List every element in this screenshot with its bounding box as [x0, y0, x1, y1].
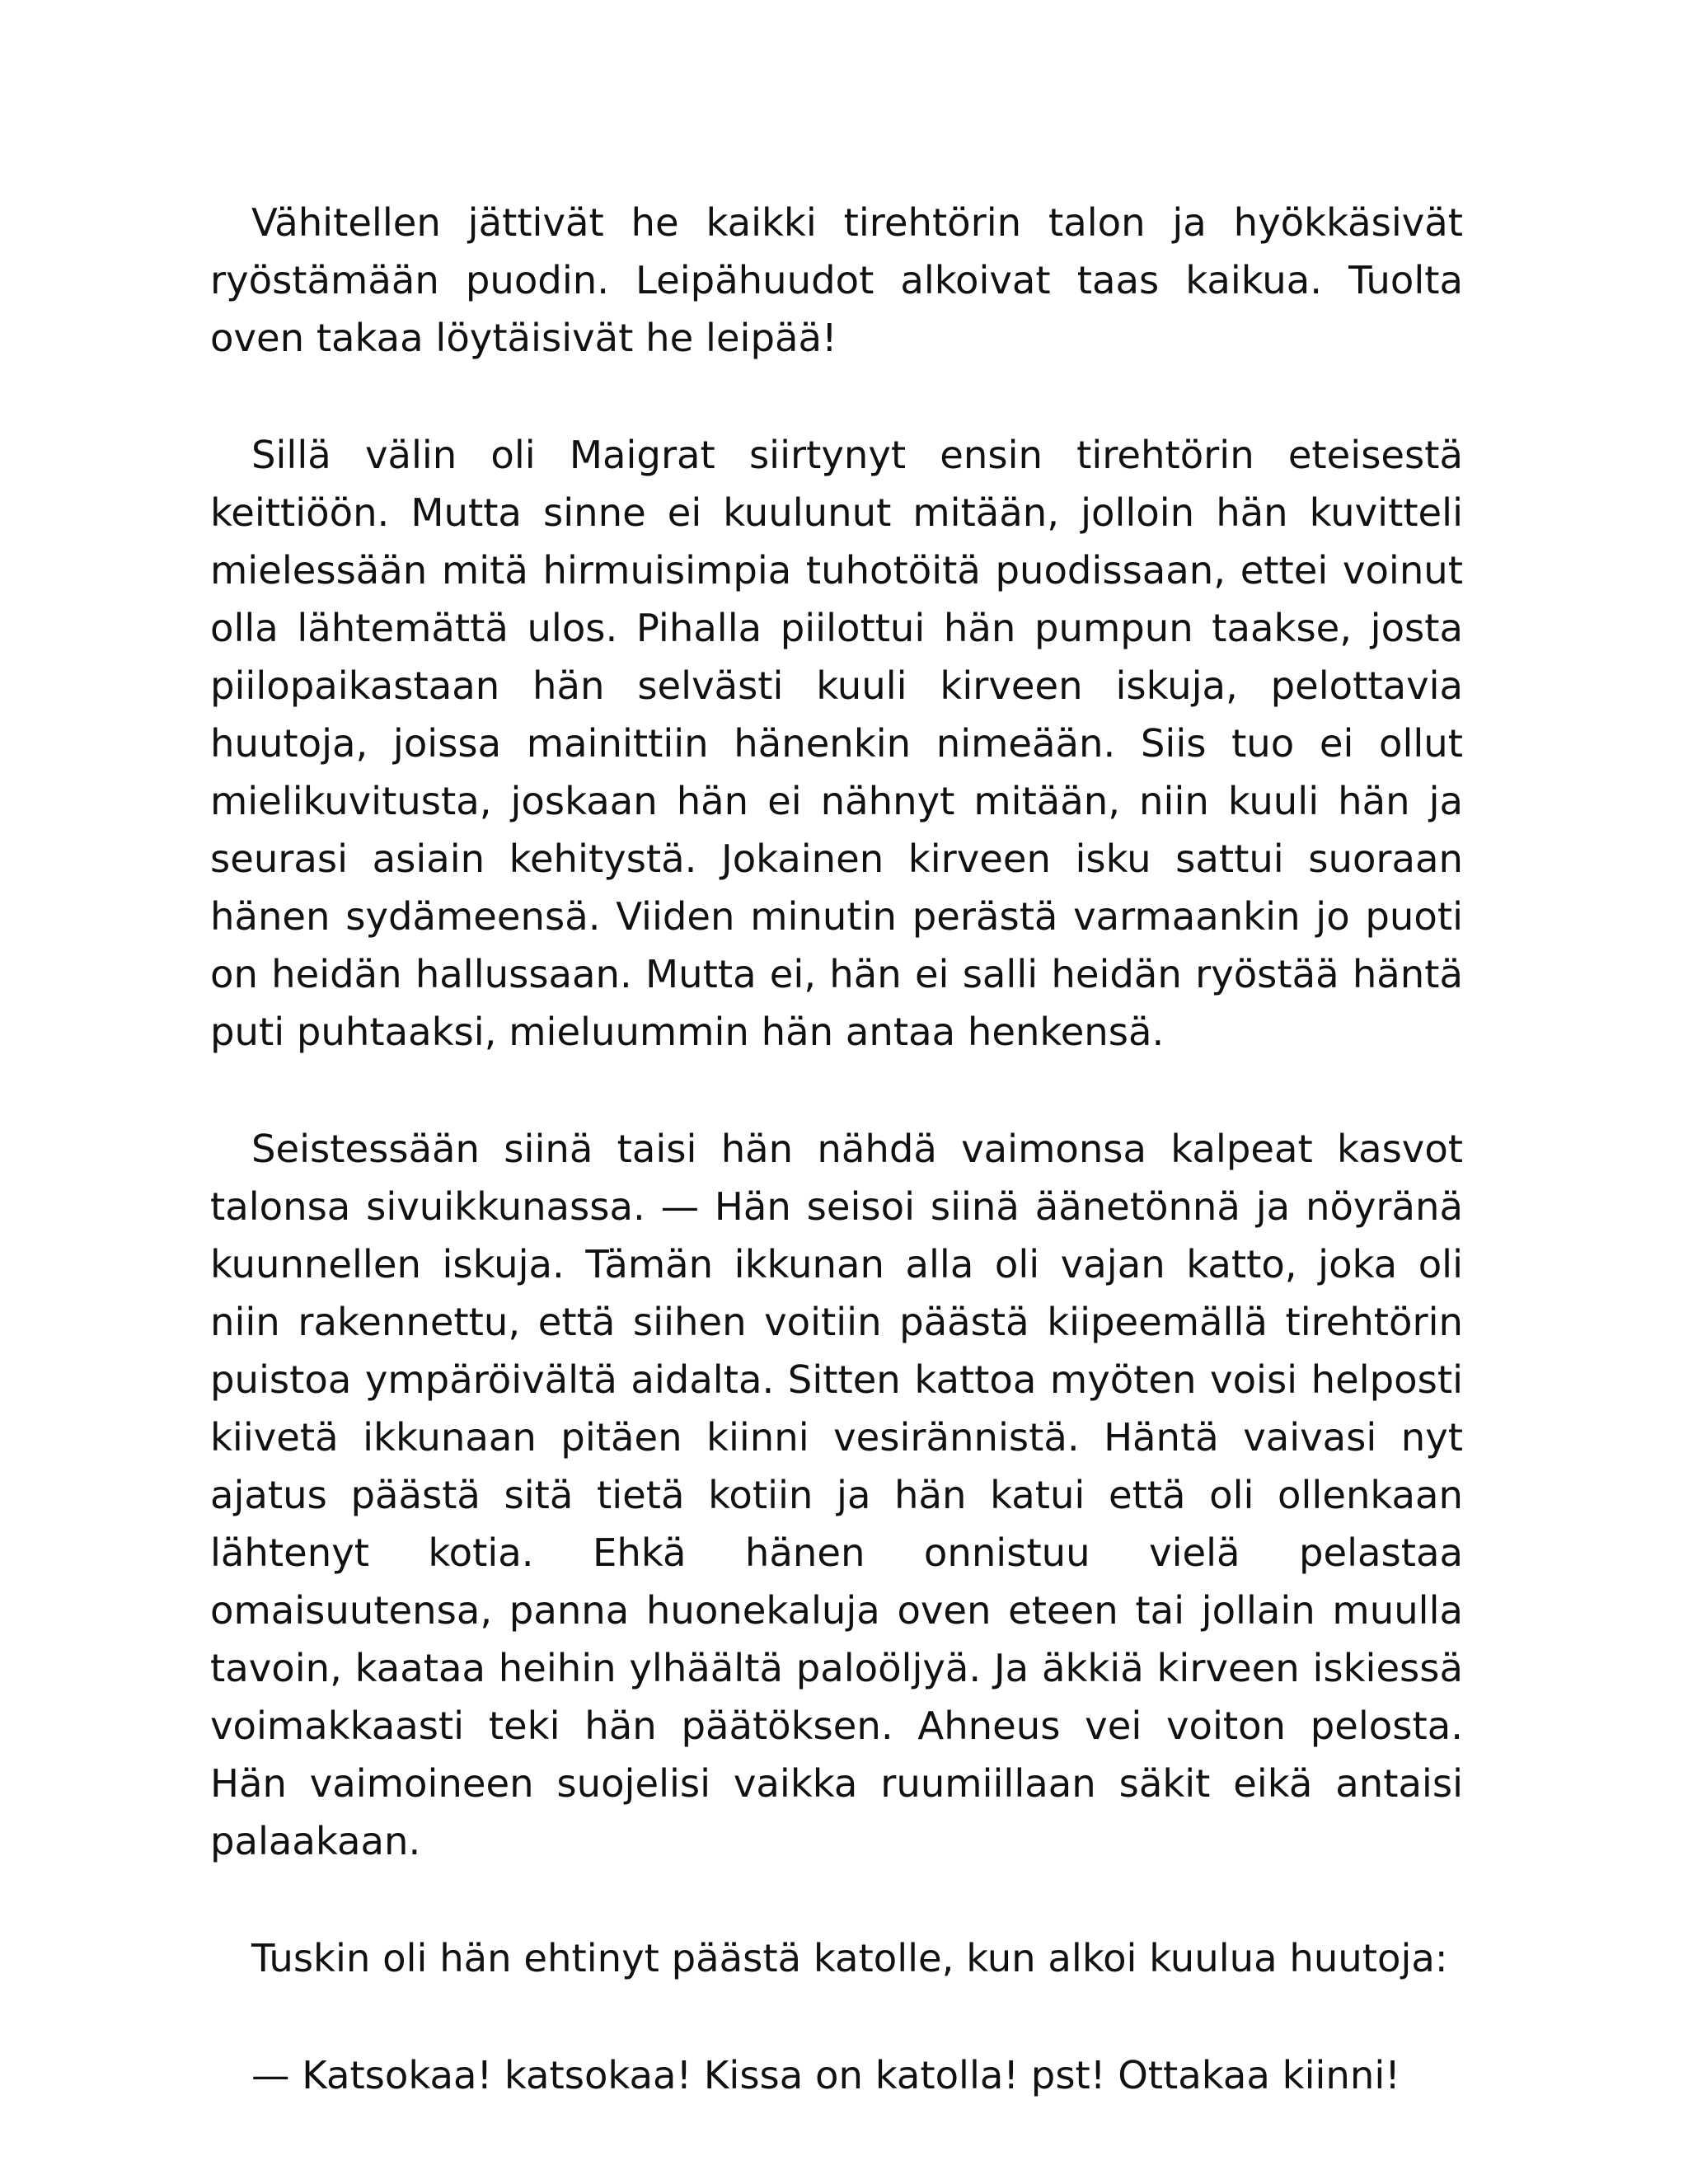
paragraph-4: Tuskin oli hän ehtinyt päästä katolle, kun alkoi kuulua huutoja: [251, 1936, 1448, 1980]
paragraph-5: — Katsokaa! katsokaa! Kissa on katolla! pst! Ottakaa kiinni! [251, 2053, 1400, 2097]
paragraph-1: Vähitellen jättivät he kaikki tirehtörin talon ja hyökkäsivät ryöstämään puodin. Leipähuudot alkoivat taas kaikua. Tuolta oven takaa löytäisivät he leipää! [210, 200, 1463, 360]
paragraph-3: Seistessään siinä taisi hän nähdä vaimonsa kalpeat kasvot talonsa sivuikkunassa. — Hän seisoi siinä äänetönnä ja nöyränä kuunnellen iskuja. Tämän ikkunan alla oli vajan katto, joka oli niin rakennettu, että siihen voitiin päästä kiipeemällä tirehtörin puistoa ympäröivältä aidalta. Sitten kattoa myöten voisi helposti kiivetä ikkunaan pitäen kiinni vesirännistä. Häntä vaivasi nyt ajatus päästä sitä tietä kotiin ja hän katui että oli ollenkaan lähtenyt kotia. Ehkä hänen onnistuu vielä pelastaa omaisuutensa, panna huonekaluja oven eteen tai jollain muulla tavoin, kaataa heihin ylhäältä paloöljyä. Ja äkkiä kirveen iskiessä voimakkaasti teki hän päätöksen. Ahneus vei voiton pelosta. Hän vaimoineen suojelisi vaikka ruumiillaan säkit eikä antaisi palaakaan. [210, 1127, 1463, 1863]
text-body [210, 194, 1463, 2163]
paragraph-2: Sillä välin oli Maigrat siirtynyt ensin tirehtörin eteisestä keittiöön. Mutta sinne ei kuulunut mitään, jolloin hän kuvitteli mielessään mitä hirmuisimpia tuhotöitä puodissaan, ettei voinut olla lähtemättä ulos. Pihalla piilottui hän pumpun taakse, josta piilopaikastaan hän selvästi kuuli kirveen iskuja, pelottavia huutoja, joissa mainittiin hänenkin nimeään. Siis tuo ei ollut mielikuvitusta, joskaan hän ei nähnyt mitään, niin kuuli hän ja seurasi asiain kehitystä. Jokainen kirveen isku sattui suoraan hänen sydämeensä. Viiden minutin perästä varmaankin jo puoti on heidän hallussaan. Mutta ei, hän ei salli heidän ryöstää häntä puti puhtaaksi, mieluummin hän antaa henkensä. [210, 433, 1463, 1054]
